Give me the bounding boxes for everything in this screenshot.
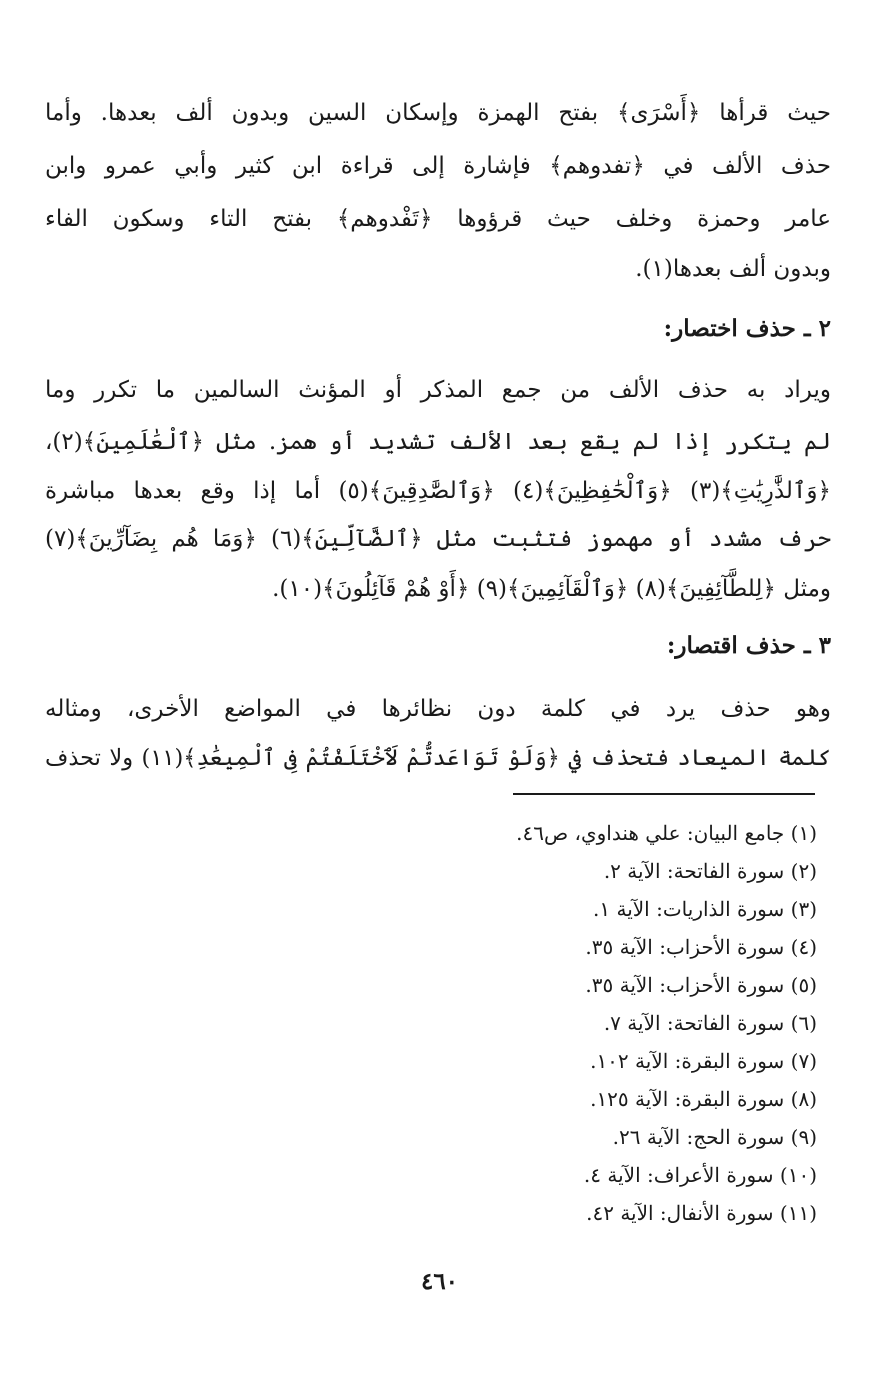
section-heading-2: ٢ ـ حذف اختصار: [663,315,831,342]
footnote-5: (٥) سورة الأحزاب: الآية ٣٥. [585,973,817,997]
body-line-1: حيث قرأها ﴿أَسْرَى﴾ بفتح الهمزة وإسكان السين وبدون ألف بعدها. وأما [45,100,831,126]
section-2-line-5: ومثل ﴿لِلطَّآئِفِينَ﴾(٨) ﴿وَٱلْقَآئِمِينَ﴾(٩) ﴿أَوْ هُمْ قَآئِلُونَ﴾(١٠). [272,576,831,602]
body-line-2: حذف الألف في ﴿تفدوهم﴾ فإشارة إلى قراءة ابن كثير وأبي عمرو وابن [45,153,831,179]
section-2-line-3: ﴿وَٱلذَّٰرِيَٰتِ﴾(٣) ﴿وَٱلْحَٰفِظِينَ﴾(٤) ﴿وَٱلصَّٰدِقِينَ﴾(٥) أما إذا وقع بعدها مباشرة [45,478,831,504]
footnote-separator [513,793,815,795]
footnote-6: (٦) سورة الفاتحة: الآية ٧. [603,1011,817,1035]
section-heading-3: ٣ ـ حذف اقتصار: [666,632,831,659]
section-2-line-1: ويراد به حذف الألف من جمع المذكر أو المؤنث السالمين ما تكرر وما [45,377,831,403]
section-2-line-2: لم يتكرر إذا لم يقع بعد الألف تشديد أو همز. مثل ﴿ٱلْعَٰلَمِينَ﴾(٢)، [45,429,831,455]
footnote-7: (٧) سورة البقرة: الآية ١٠٢. [590,1049,817,1073]
section-3-line-2: كلمة الميعاد فتحذف في ﴿وَلَوْ تَوَاعَدتُّمْ لَٱخْتَلَفْتُمْ فِى ٱلْمِيعَٰدِ﴾(١١) ولا تحذف [45,745,831,771]
body-line-4: وبدون ألف بعدها(١). [635,256,831,282]
footnote-10: (١٠) سورة الأعراف: الآية ٤. [583,1163,817,1187]
footnote-3: (٣) سورة الذاريات: الآية ١. [593,897,817,921]
footnote-2: (٢) سورة الفاتحة: الآية ٢. [603,859,817,883]
section-2-line-4: حرف مشدد أو مهموز فتثبت مثل ﴿ٱلضَّآلِّينَ﴾(٦) ﴿وَمَا هُم بِضَآرِّينَ﴾(٧) [45,526,831,552]
footnote-11: (١١) سورة الأنفال: الآية ٤٢. [586,1201,817,1225]
body-line-3: عامر وحمزة وخلف حيث قرؤوها ﴿تَفْدوهم﴾ بفتح التاء وسكون الفاء [45,206,831,232]
footnote-4: (٤) سورة الأحزاب: الآية ٣٥. [585,935,817,959]
section-3-line-1: وهو حذف يرد في كلمة دون نظائرها في المواضع الأخرى، ومثاله [45,696,831,722]
page-number: ٤٦٠ [420,1268,459,1295]
footnote-1: (١) جامع البيان: علي هنداوي، ص٤٦. [516,821,817,845]
footnote-8: (٨) سورة البقرة: الآية ١٢٥. [590,1087,817,1111]
footnote-9: (٩) سورة الحج: الآية ٢٦. [612,1125,817,1149]
